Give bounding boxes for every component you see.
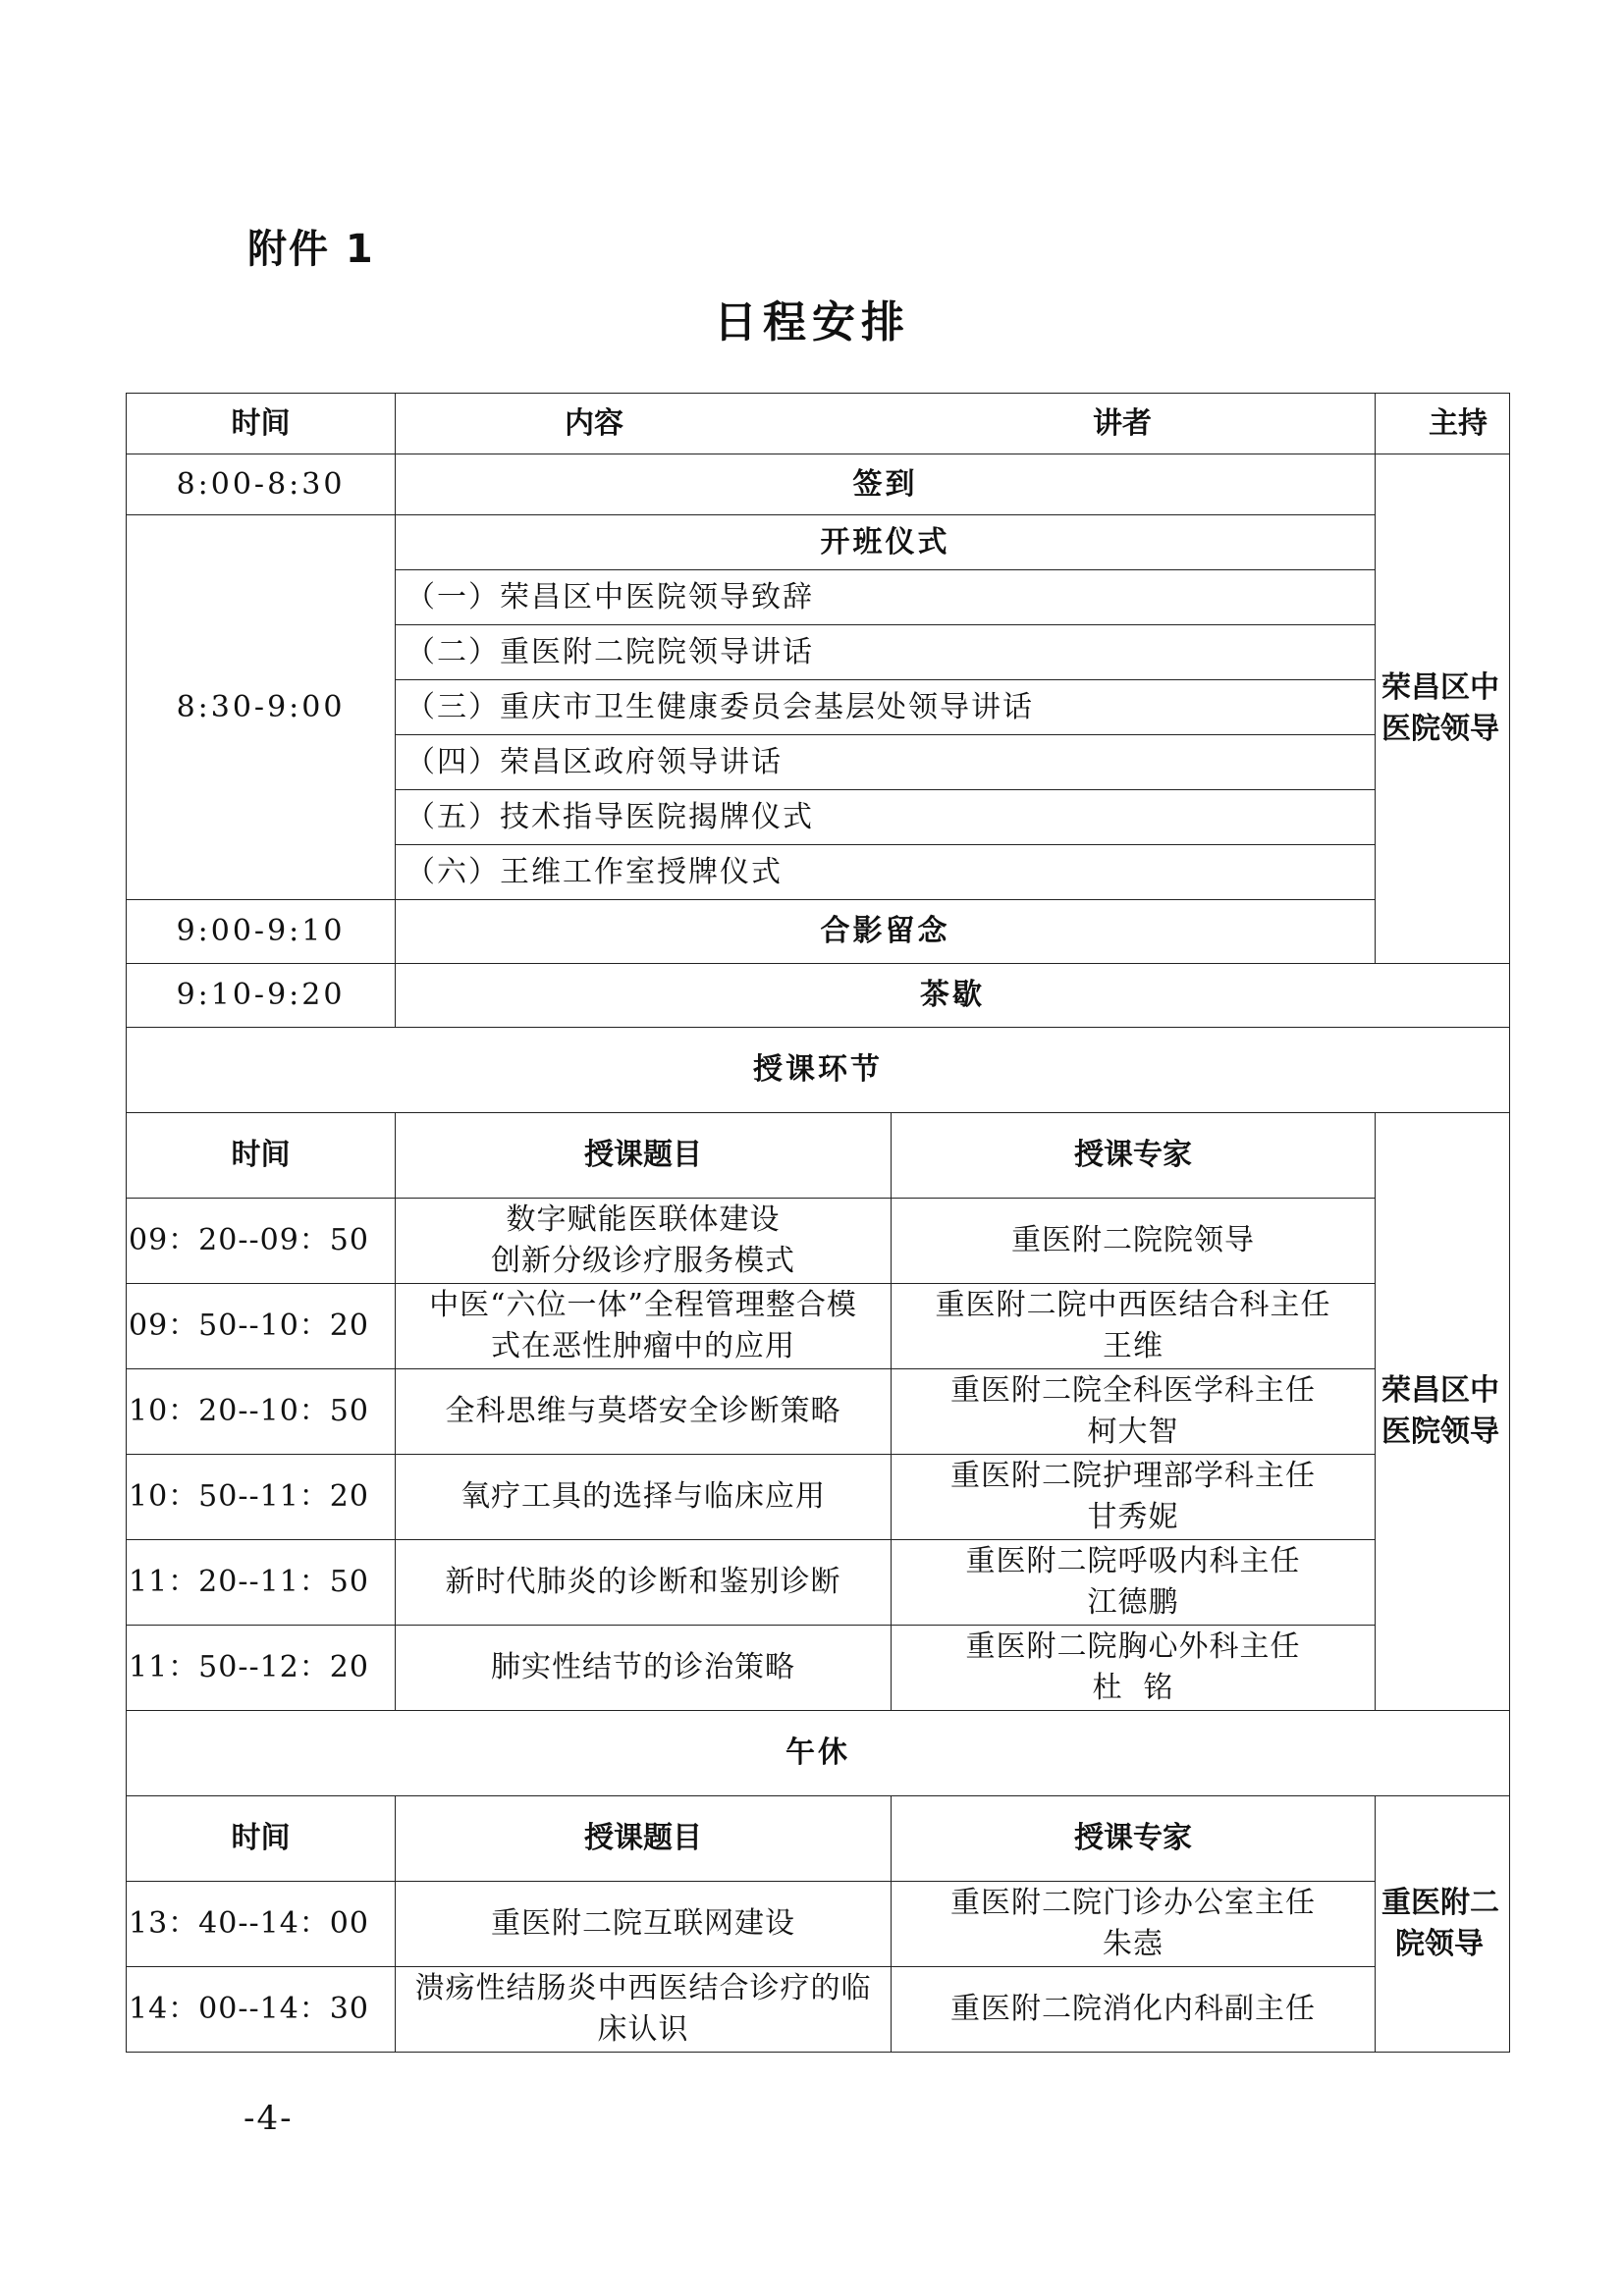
- section-title-noon-break: 午休: [127, 1711, 1510, 1796]
- row-time: 8:00-8:30: [127, 454, 396, 515]
- header-content: 内容: [565, 406, 623, 441]
- ceremony-item: （一）荣昌区中医院领导致辞: [396, 570, 1376, 625]
- lecture-expert: 重医附二院全科医学科主任 柯大智: [892, 1369, 1376, 1455]
- section-row: [127, 1028, 1510, 1113]
- table-row: [127, 454, 1510, 515]
- table-row: [127, 964, 1510, 1028]
- lecture-topic: 中医“六位一体”全程管理整合模 式在恶性肿瘤中的应用: [396, 1284, 892, 1369]
- table-row: [127, 900, 1510, 964]
- lecture-topic: 重医附二院互联网建设: [396, 1882, 892, 1967]
- lecture-time: 11：50--12：20: [127, 1626, 396, 1711]
- lecture-time: 09：20--09：50: [127, 1199, 396, 1284]
- lecture-row: [127, 1199, 1510, 1284]
- subheader-topic: 授课题目: [396, 1796, 892, 1882]
- lecture-expert: 重医附二院中西医结合科主任 王维: [892, 1284, 1376, 1369]
- lecture-time: 09：50--10：20: [127, 1284, 396, 1369]
- ceremony-item: （六）王维工作室授牌仪式: [396, 845, 1376, 900]
- lecture-topic: 肺实性结节的诊治策略: [396, 1626, 892, 1711]
- page-number: -4-: [244, 2099, 294, 2138]
- row-photo: 合影留念: [396, 900, 1376, 964]
- header-speaker: 讲者: [1093, 406, 1152, 441]
- row-time: 9:10-9:20: [127, 964, 396, 1028]
- ceremony-item: （四）荣昌区政府领导讲话: [396, 735, 1376, 790]
- lecture-time: 13：40--14：00: [127, 1882, 396, 1967]
- host-line: 医院领导: [1381, 1415, 1499, 1449]
- ceremony-item: （三）重庆市卫生健康委员会基层处领导讲话: [396, 680, 1376, 735]
- subheader-expert: 授课专家: [892, 1113, 1376, 1199]
- lecture-row: [127, 1882, 1510, 1967]
- host-line: 荣昌区中: [1381, 670, 1499, 705]
- row-signin: 签到: [396, 454, 1376, 515]
- host-cell-morning: [1376, 1113, 1510, 1711]
- lecture-row: [127, 1540, 1510, 1626]
- lecture-row: [127, 1284, 1510, 1369]
- ceremony-item: （五）技术指导医院揭牌仪式: [396, 790, 1376, 845]
- host-cell-afternoon: [1376, 1796, 1510, 2053]
- host-cell-opening: [1376, 454, 1510, 964]
- lecture-expert: 重医附二院消化内科副主任: [892, 1967, 1376, 2053]
- row-time: 9:00-9:10: [127, 900, 396, 964]
- lecture-topic: 全科思维与莫塔安全诊断策略: [396, 1369, 892, 1455]
- lecture-topic: 新时代肺炎的诊断和鉴别诊断: [396, 1540, 892, 1626]
- lecture-time: 10：20--10：50: [127, 1369, 396, 1455]
- header-host: 主持: [1376, 394, 1510, 454]
- lecture-row: [127, 1626, 1510, 1711]
- ceremony-item: （二）重医附二院院领导讲话: [396, 625, 1376, 680]
- table-row: [127, 515, 1510, 570]
- host-line: 院领导: [1395, 1927, 1484, 1961]
- lecture-time: 10：50--11：20: [127, 1455, 396, 1540]
- lecture-row: [127, 1455, 1510, 1540]
- host-line: 重医附二: [1381, 1886, 1499, 1920]
- host-line: 医院领导: [1381, 712, 1499, 746]
- ceremony-title: 开班仪式: [396, 515, 1376, 570]
- lecture-expert: 重医附二院院领导: [892, 1199, 1376, 1284]
- table-header-row: [127, 394, 1510, 454]
- header-time: 时间: [127, 394, 396, 454]
- lecture-expert: 重医附二院胸心外科主任 杜 铭: [892, 1626, 1376, 1711]
- schedule-table: [126, 393, 1510, 2053]
- subheader-row: [127, 1796, 1510, 1882]
- subheader-row: [127, 1113, 1510, 1199]
- lecture-time: 14：00--14：30: [127, 1967, 396, 2053]
- subheader-topic: 授课题目: [396, 1113, 892, 1199]
- row-time: 8:30-9:00: [127, 515, 396, 900]
- lecture-topic: 溃疡性结肠炎中西医结合诊疗的临 床认识: [396, 1967, 892, 2053]
- lecture-time: 11：20--11：50: [127, 1540, 396, 1626]
- lecture-row: [127, 1369, 1510, 1455]
- row-tea-break: 茶歇: [396, 964, 1510, 1028]
- subheader-expert: 授课专家: [892, 1796, 1376, 1882]
- header-content-speaker: [396, 394, 1376, 454]
- section-row: [127, 1711, 1510, 1796]
- lecture-expert: 重医附二院护理部学科主任 甘秀妮: [892, 1455, 1376, 1540]
- section-title-lectures: 授课环节: [127, 1028, 1510, 1113]
- lecture-topic: 氧疗工具的选择与临床应用: [396, 1455, 892, 1540]
- subheader-time: 时间: [127, 1113, 396, 1199]
- lecture-expert: 重医附二院呼吸内科主任 江德鹏: [892, 1540, 1376, 1626]
- lecture-row: [127, 1967, 1510, 2053]
- attachment-label: 附件 1: [247, 227, 375, 272]
- document-title: 日程安排: [714, 297, 910, 347]
- lecture-expert: 重医附二院门诊办公室主任 朱悫: [892, 1882, 1376, 1967]
- subheader-time: 时间: [127, 1796, 396, 1882]
- host-line: 荣昌区中: [1381, 1373, 1499, 1408]
- lecture-topic: 数字赋能医联体建设 创新分级诊疗服务模式: [396, 1199, 892, 1284]
